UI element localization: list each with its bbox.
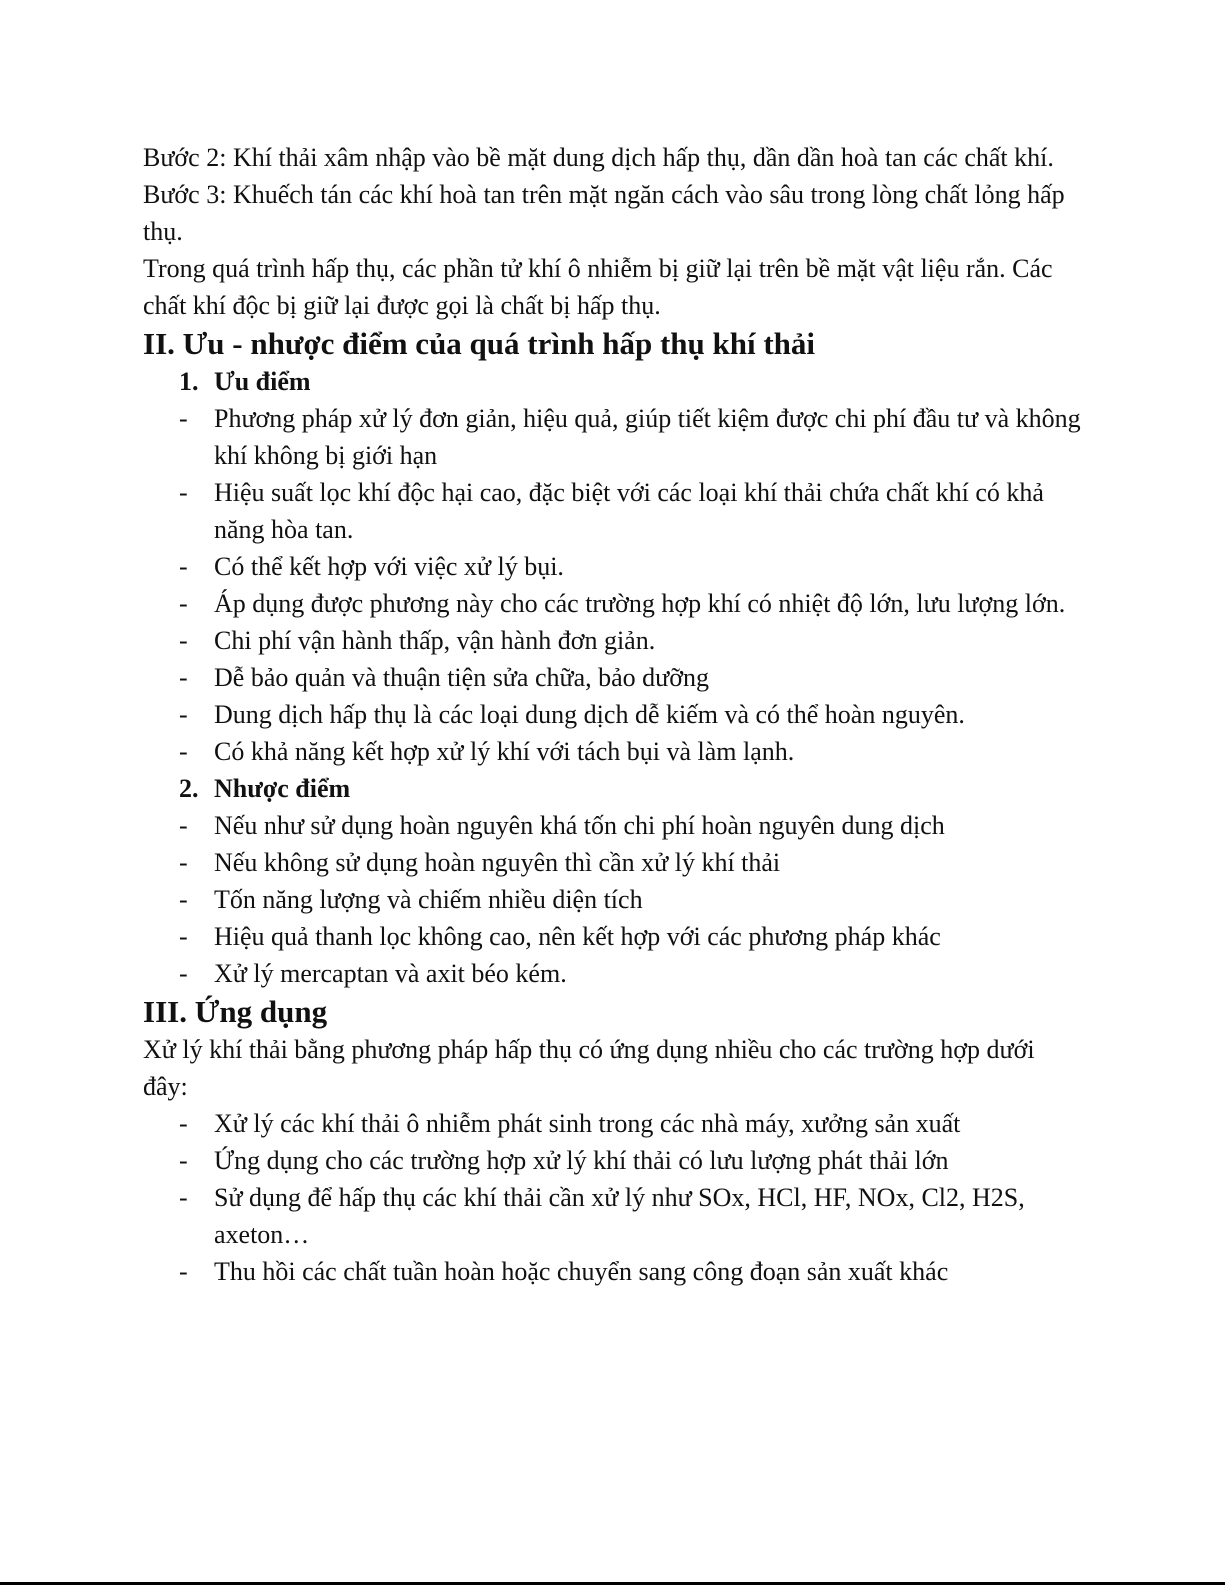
list-item-text: Ứng dụng cho các trường hợp xử lý khí thải có lưu lượng phát thải lớn bbox=[214, 1146, 949, 1175]
list-item bbox=[143, 807, 1083, 844]
list-item-text: Chi phí vận hành thấp, vận hành đơn giản. bbox=[214, 626, 656, 655]
list-item-text: Nếu không sử dụng hoàn nguyên thì cần xử lý khí thải bbox=[214, 848, 781, 877]
list-item bbox=[143, 696, 1083, 733]
list-item-text: Thu hồi các chất tuần hoàn hoặc chuyển sang công đoạn sản xuất khác bbox=[214, 1257, 949, 1286]
list-item-text: Hiệu quả thanh lọc không cao, nên kết hợp với các phương pháp khác bbox=[214, 922, 941, 951]
intro-paragraph-step-3: Bước 3: Khuếch tán các khí hoà tan trên mặt ngăn cách vào sâu trong lòng chất lỏng hấp thụ. bbox=[143, 180, 1065, 246]
list-item-text: Tốn năng lượng và chiếm nhiều diện tích bbox=[214, 885, 643, 914]
document-page bbox=[143, 139, 1083, 1290]
advantages-number: 1. bbox=[179, 367, 199, 396]
list-item-text: Nếu như sử dụng hoàn nguyên khá tốn chi phí hoàn nguyên dung dịch bbox=[214, 811, 945, 840]
advantages-subheading bbox=[179, 363, 1083, 400]
list-item-text: Xử lý mercaptan và axit béo kém. bbox=[214, 959, 567, 988]
list-item bbox=[143, 1253, 1083, 1290]
dash-marker: - bbox=[179, 1257, 188, 1286]
list-item-text: Phương pháp xử lý đơn giản, hiệu quả, giúp tiết kiệm được chi phí đầu tư và không khí không bị giới hạn bbox=[214, 404, 1081, 470]
dash-marker: - bbox=[179, 626, 188, 655]
dash-marker: - bbox=[179, 404, 188, 433]
list-item bbox=[143, 844, 1083, 881]
dash-marker: - bbox=[179, 700, 188, 729]
dash-marker: - bbox=[179, 848, 188, 877]
list-item bbox=[143, 400, 1083, 474]
dash-marker: - bbox=[179, 1109, 188, 1138]
list-item bbox=[143, 659, 1083, 696]
advantages-list bbox=[143, 400, 1083, 770]
list-item bbox=[143, 1142, 1083, 1179]
disadvantages-title: Nhược điểm bbox=[214, 774, 351, 803]
dash-marker: - bbox=[179, 1183, 188, 1212]
section-2-heading: II. Ưu - nhược điểm của quá trình hấp thụ khí thải bbox=[143, 326, 816, 361]
list-item bbox=[143, 955, 1083, 992]
advantages-title: Ưu điểm bbox=[214, 367, 311, 396]
intro-paragraph-step-2: Bước 2: Khí thải xâm nhập vào bề mặt dung dịch hấp thụ, dần dần hoà tan các chất khí. bbox=[143, 143, 1054, 172]
dash-marker: - bbox=[179, 922, 188, 951]
dash-marker: - bbox=[179, 589, 188, 618]
applications-intro: Xử lý khí thải bằng phương pháp hấp thụ có ứng dụng nhiều cho các trường hợp dưới đây: bbox=[143, 1035, 1035, 1101]
list-item-text: Có khả năng kết hợp xử lý khí với tách bụi và làm lạnh. bbox=[214, 737, 795, 766]
list-item-text: Dễ bảo quản và thuận tiện sửa chữa, bảo dưỡng bbox=[214, 663, 709, 692]
list-item bbox=[143, 733, 1083, 770]
dash-marker: - bbox=[179, 663, 188, 692]
applications-list bbox=[143, 1105, 1083, 1290]
dash-marker: - bbox=[179, 959, 188, 988]
disadvantages-subheading bbox=[179, 770, 1083, 807]
dash-marker: - bbox=[179, 478, 188, 507]
list-item-text: Dung dịch hấp thụ là các loại dung dịch dễ kiếm và có thể hoàn nguyên. bbox=[214, 700, 965, 729]
dash-marker: - bbox=[179, 811, 188, 840]
list-item bbox=[143, 585, 1083, 622]
list-item-text: Sử dụng để hấp thụ các khí thải cần xử lý như SOx, HCl, HF, NOx, Cl2, H2S, axeton… bbox=[214, 1183, 1025, 1249]
list-item-text: Áp dụng được phương này cho các trường hợp khí có nhiệt độ lớn, lưu lượng lớn. bbox=[214, 589, 1066, 618]
list-item bbox=[143, 1179, 1083, 1253]
list-item-text: Có thể kết hợp với việc xử lý bụi. bbox=[214, 552, 564, 581]
list-item bbox=[143, 622, 1083, 659]
disadvantages-list bbox=[143, 807, 1083, 992]
disadvantages-number: 2. bbox=[179, 774, 199, 803]
dash-marker: - bbox=[179, 1146, 188, 1175]
list-item-text: Xử lý các khí thải ô nhiễm phát sinh trong các nhà máy, xưởng sản xuất bbox=[214, 1109, 961, 1138]
intro-paragraph-absorption: Trong quá trình hấp thụ, các phần tử khí ô nhiễm bị giữ lại trên bề mặt vật liệu rắn. Các chất khí độc bị giữ lại được gọi là chất bị hấp thụ. bbox=[143, 254, 1053, 320]
dash-marker: - bbox=[179, 885, 188, 914]
list-item-text: Hiệu suất lọc khí độc hại cao, đặc biệt với các loại khí thải chứa chất khí có khả năng hòa tan. bbox=[214, 478, 1044, 544]
list-item bbox=[143, 881, 1083, 918]
dash-marker: - bbox=[179, 552, 188, 581]
list-item bbox=[143, 474, 1083, 548]
dash-marker: - bbox=[179, 737, 188, 766]
section-3-heading: III. Ứng dụng bbox=[143, 994, 328, 1029]
list-item bbox=[143, 548, 1083, 585]
list-item bbox=[143, 918, 1083, 955]
list-item bbox=[143, 1105, 1083, 1142]
